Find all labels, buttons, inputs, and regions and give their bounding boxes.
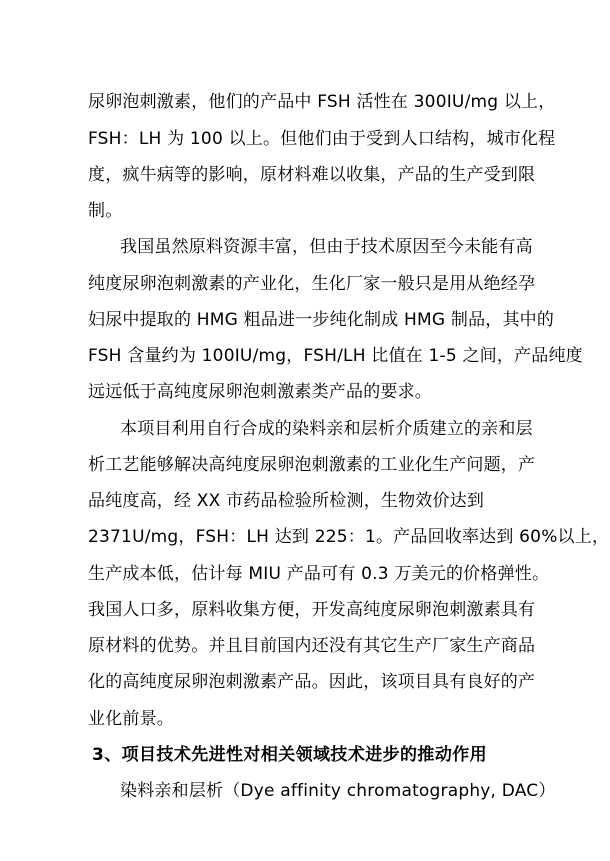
- text-line: 化的高纯度尿卵泡刺激素产品。因此，该项目具有良好的产: [88, 672, 536, 692]
- text-line: 尿卵泡刺激素，他们的产品中 FSH 活性在 300IU/mg 以上，: [88, 92, 556, 112]
- text-line: 度，疯牛病等的影响，原材料难以收集，产品的生产受到限: [88, 165, 536, 185]
- text-line: 染料亲和层析（Dye affinity chromatography, DAC）: [120, 781, 556, 801]
- text-line: 原材料的优势。并且目前国内还没有其它生产厂家生产商品: [88, 636, 536, 656]
- text-line: 我国人口多，原料收集方便，开发高纯度尿卵泡刺激素具有: [88, 600, 536, 620]
- text-line: FSH 含量约为 100IU/mg，FSH/LH 比值在 1-5 之间，产品纯度: [88, 346, 583, 366]
- text-line: 纯度尿卵泡刺激素的产业化，生化厂家一般只是用从绝经孕: [88, 274, 536, 294]
- text-line: 我国虽然原料资源丰富，但由于技术原因至今未能有高: [120, 237, 533, 257]
- text-line: 品纯度高，经 XX 市药品检验所检测，生物效价达到: [88, 491, 485, 511]
- text-line: 本项目利用自行合成的染料亲和层析介质建立的亲和层: [120, 419, 533, 439]
- text-line: FSH：LH 为 100 以上。但他们由于受到人口结构，城市化程: [88, 129, 556, 149]
- section-heading: 3、项目技术先进性对相关领域技术进步的推动作用: [92, 745, 488, 765]
- text-line: 2371U/mg，FSH：LH 达到 225：1。产品回收率达到 60%以上，: [88, 527, 610, 547]
- text-line: 析工艺能够解决高纯度尿卵泡刺激素的工业化生产问题，产: [88, 455, 536, 475]
- text-line: 生产成本低，估计每 MIU 产品可有 0.3 万美元的价格弹性。: [88, 564, 550, 584]
- text-line: 业化前景。: [88, 709, 174, 729]
- text-line: 远远低于高纯度尿卵泡刺激素类产品的要求。: [88, 382, 432, 402]
- text-line: 妇尿中提取的 HMG 粗品进一步纯化制成 HMG 制品，其中的: [88, 310, 555, 330]
- text-line: 制。: [88, 201, 123, 221]
